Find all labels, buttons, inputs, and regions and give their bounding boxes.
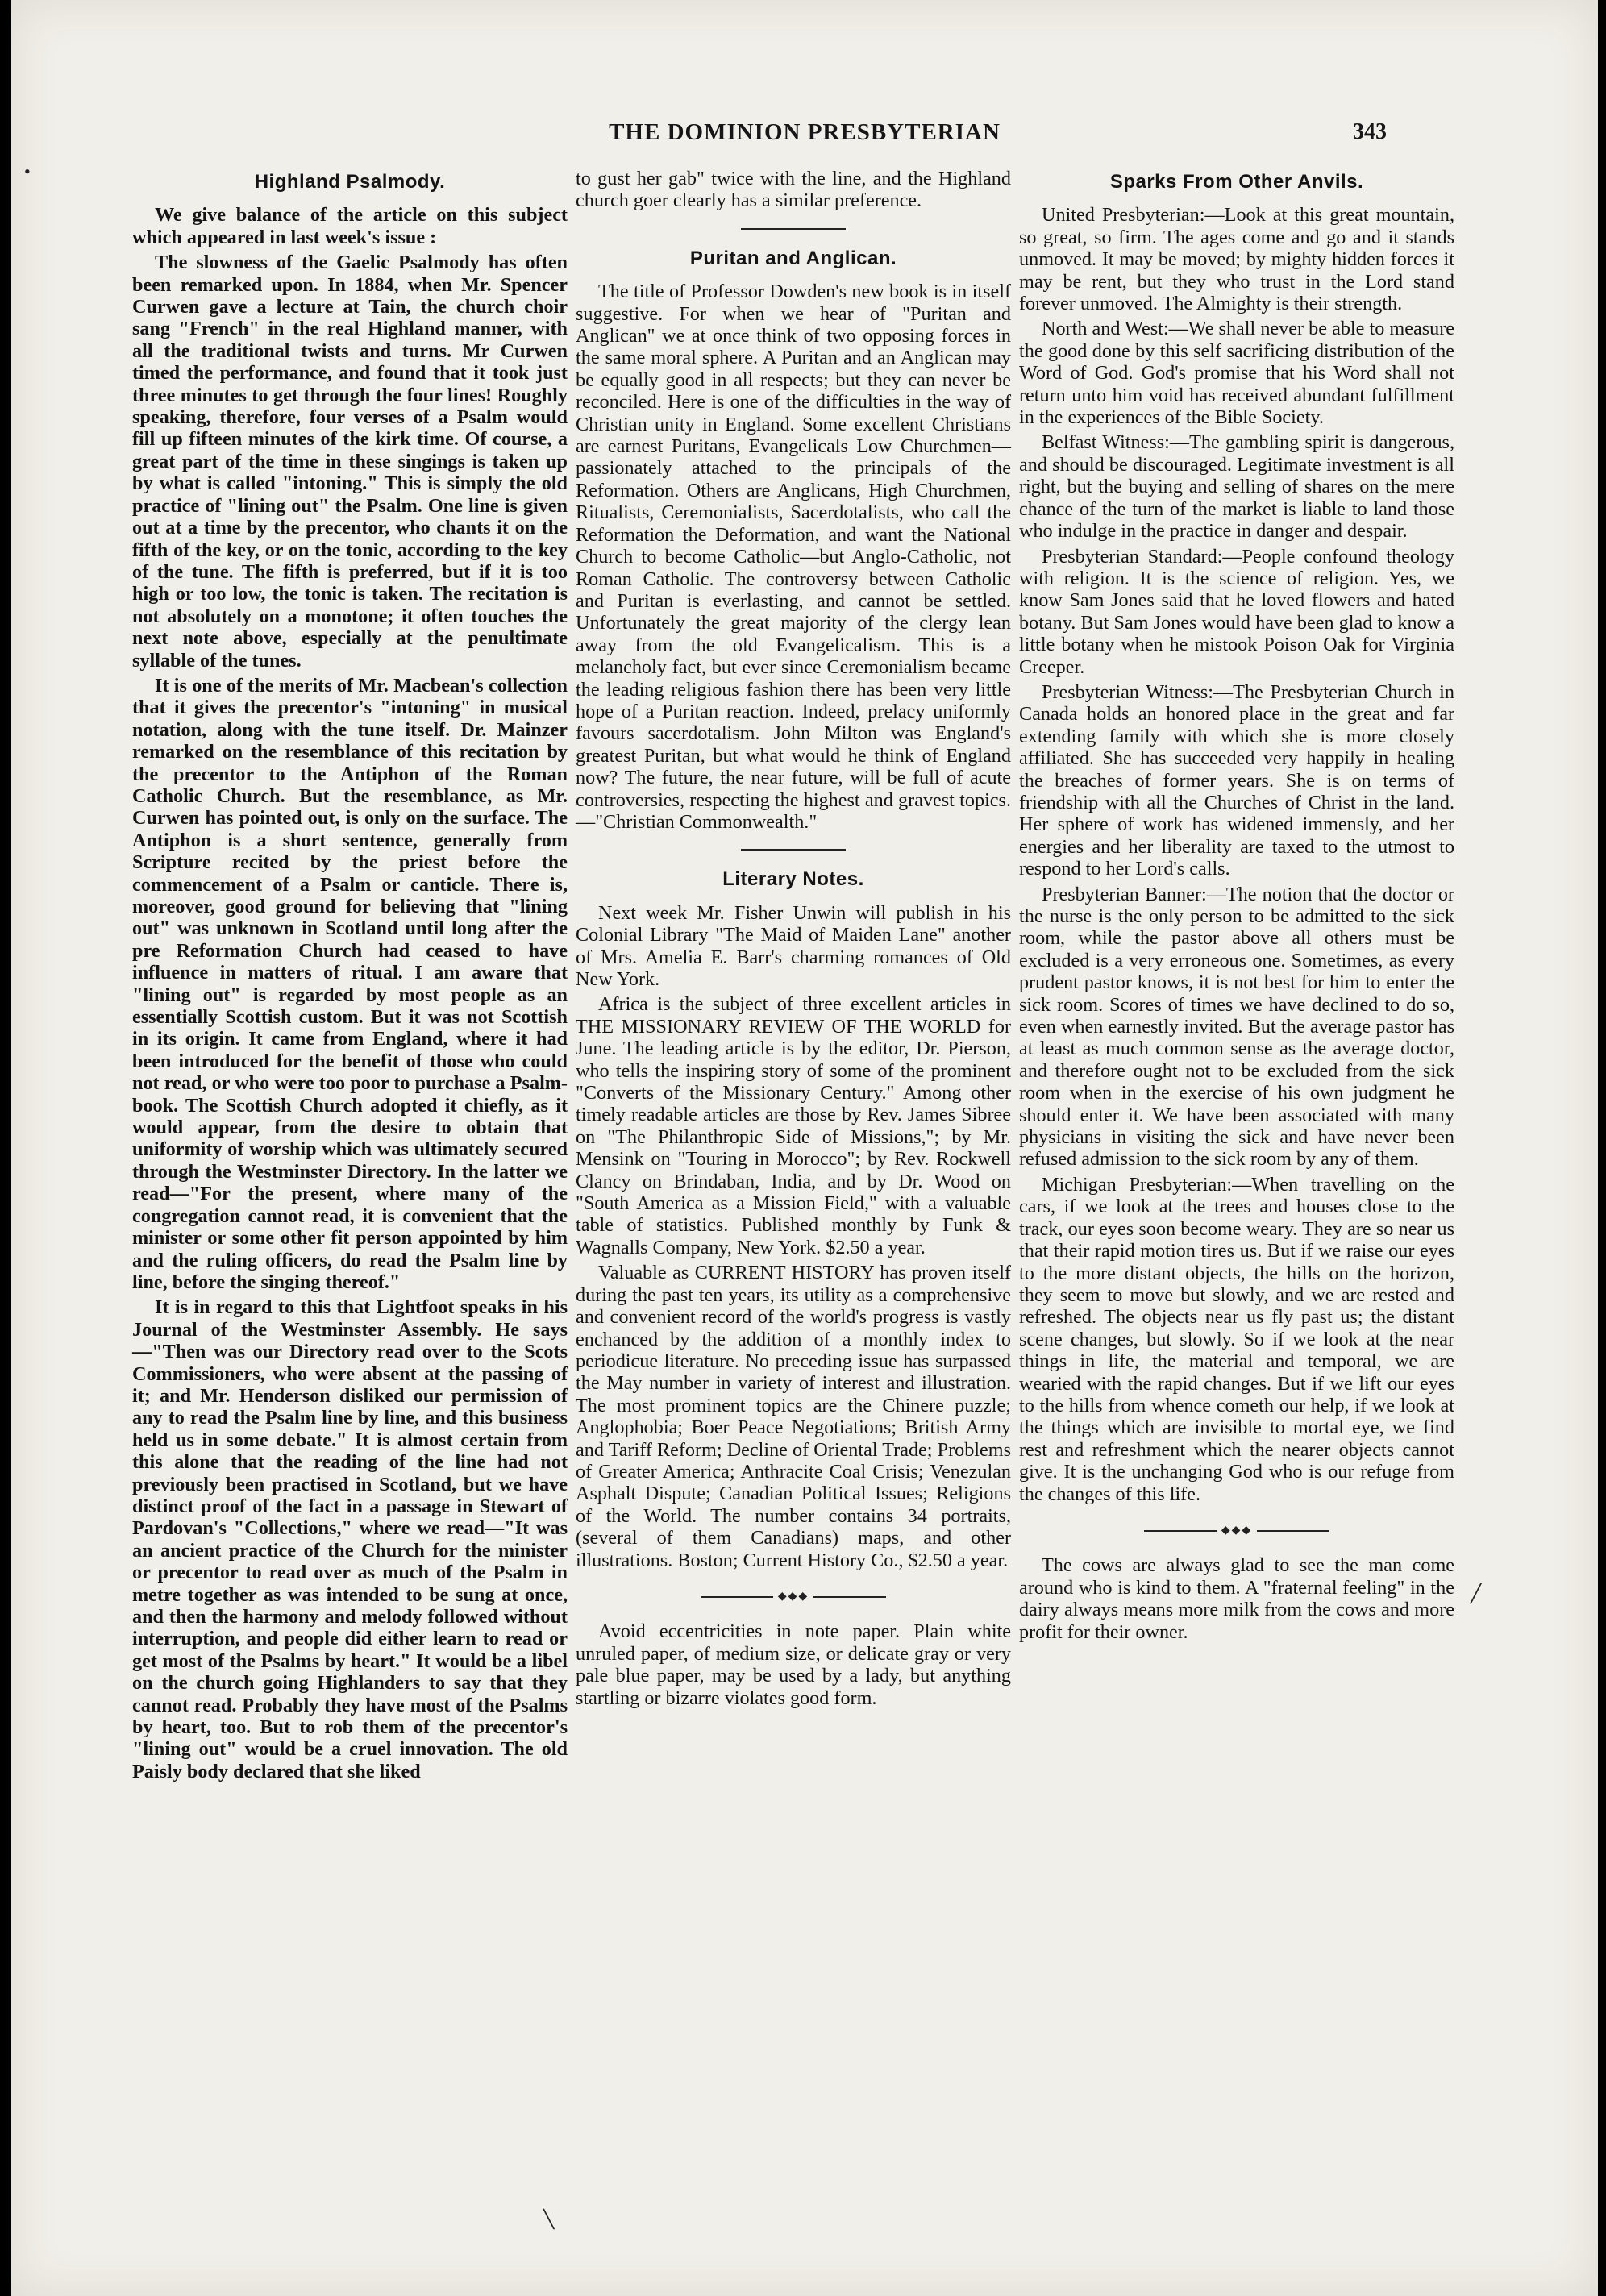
article-paragraph: Valuable as CURRENT HISTORY has proven itself during the past ten years, its utility as a comprehensive and convenient record of the world's progress is vastly enchanced by the addition of a monthly index to periodicue literature. No preceding issue has surpassed the May number in variety of interest and illustration. The most prominent topics are the Chinere puzzle; Anglophobia; Boer Peace Negotiations; British Army and Tariff Reform; Decline of Oriental Trade; Problems of Greater America; Anthracite Coal Crisis; Venezulan Asphalt Dispute; Canadian Political Issues; Religions of the World. The number contains 34 portraits, (several of them Canadians) maps, and other illustrations. Boston; Current History Co., $2.50 a year. [576, 1262, 1011, 1571]
article-paragraph: Africa is the subject of three excellent articles in THE MISSIONARY REVIEW OF THE WORLD for June. The leading article is by the editor, Dr. Pierson, who tells the inspiring story of some of the prominent "Converts of the Missionary Century." Among other timely readable articles are those by Rev. James Sibree on "The Philanthropic Side of Missions,"; by Mr. Mensink on "Touring in Morocco"; by Rev. Rockwell Clancy on Brindaban, India, and by Dr. Wood on "South America as a Mission Field," with a valuable table of statistics. Published monthly by Funk & Wagnalls Company, New York. $2.50 a year. [576, 993, 1011, 1258]
heading-puritan-anglican: Puritan and Anglican. [689, 247, 897, 269]
article-paragraph: Presbyterian Standard:—People confound theology with religion. It is the science of religion. Yes, we know Sam Jones said that he loved flowers and hated botany. But Sam Jones would have been glad to know a little botany when he mistook Poison Oak for Virginia Creeper. [1019, 545, 1454, 678]
column-1 [132, 168, 568, 1786]
article-paragraph: North and West:—We shall never be able to measure the good done by this self sacrificing distribution of the Word of God. God's promise that his Word shall not return unto him void has received abundant fulfillment in the experiences of the Bible Society. [1019, 318, 1454, 429]
page-number: 343 [1353, 119, 1387, 144]
continuation-paragraph: to gust her gab" twice with the line, and the Highland church goer clearly has a similar preference. [576, 168, 1011, 212]
column-3 [1019, 168, 1454, 1646]
closing-paragraph: Avoid eccentricities in note paper. Plain white unruled paper, of medium size, or delicate gray or very pale blue paper, may be used by a lady, but anything startling or bizarre violates good form. [576, 1620, 1011, 1709]
margin-mark: ╲ [543, 2209, 555, 2229]
article-paragraph: United Presbyterian:—Look at this great mountain, so great, so firm. The ages come and go and it stands unmoved. It may be moved; by mighty hidden forces it may be rent, but they who trust in the Lord stand forever unmoved. The Almighty is their strength. [1019, 204, 1454, 315]
heading-highland-psalmody: Highland Psalmody. [254, 171, 446, 193]
closing-paragraph: The cows are always glad to see the man come around who is kind to them. A "fraternal feeling" in the dairy always means more milk from the cows and more profit for their owner. [1019, 1554, 1454, 1643]
article-paragraph: The title of Professor Dowden's new book is in itself suggestive. For when we hear of "Puritan and Anglican" we at once think of two opposing forces in the same moral sphere. A Puritan and an Anglican may be equally good in all respects; but they can never be reconciled. Here is one of the difficulties in the way of Christian unity in England. Some excellent Christians are earnest Puritans, Evangelicals Low Churchmen—passionately attached to the principals of the Reformation. Others are Anglicans, High Churchmen, Ritualists, Ceremonialists, Sacerdotalists, who call the Reformation the Deformation, and want the National Church to become Catholic—but Anglo-Catholic, not Roman Catholic. The controversy between Catholic and Puritan is everlasting, and cannot be settled. Unfortunately the great majority of the clergy lean away from the old Evangelicalism. This is a melancholy fact, but ever since Ceremonialism became the leading religious fashion there has been very little hope of a Puritan reaction. Indeed, prelacy uniformly favours sacerdotalism. John Milton was England's greatest Puritan, but what would he think of England now? The future, the near future, will be full of acute controversies, respecting the highest and gravest topics.—"Christian Commonwealth." [576, 281, 1011, 833]
ornament-divider: ◆◆◆ [1019, 1520, 1454, 1541]
newspaper-page [11, 0, 1598, 2296]
masthead-title: THE DOMINION PRESBYTERIAN [609, 119, 1001, 145]
article-paragraph: It is in regard to this that Lightfoot speaks in his Journal of the Westminster Assembly. He says—"Then was our Directory read over to the Scots Commissioners, who were absent at the passing of it; and Mr. Henderson disliked our permission of any to read the Psalm line by line, and this business held us in some debate." It is almost certain from this alone that the reading of the line had not previously been practised in Scotland, but we have distinct proof of the fact in a passage in Stewart of Pardovan's "Collections," where we read—"It was an ancient practice of the Church for the minister or precentor to read over as much of the Psalm in metre together as was intended to be sung at once, and then the harmony and melody followed without interruption, and people did either learn to read or get most of the Psalms by heart." It would be a libel on the church going Highlanders to say that they cannot read. Probably they have most of the Psalms by heart, too. But to rob them of the precentor's "lining out" would be a cruel innovation. The old Paisly body declared that she liked [132, 1296, 568, 1782]
article-paragraph: The slowness of the Gaelic Psalmody has often been remarked upon. In 1884, when Mr. Spencer Curwen gave a lecture at Tain, the church choir sang "French" in the real Highland manner, with all the traditional twists and turns. Mr Curwen timed the performance, and found that it took just three minutes to get through the four lines! Roughly speaking, therefore, four verses of a Psalm would fill up fifteen minutes of the kirk time. Of course, a great part of the time in these singings is taken up by what is called "intoning." This is simply the old practice of "lining out" the Psalm. One line is given out at a time by the precentor, who chants it on the fifth of the key, or on the tonic, according to the key of the tune. The fifth is preferred, but if it is too high or too low, the tonic is taken. The recitation is not absolutely on a monotone; it often touches the next note above, especially at the penultimate syllable of the tunes. [132, 252, 568, 672]
article-paragraph: Presbyterian Banner:—The notion that the doctor or the nurse is the only person to be admitted to the sick room, while the pastor above all others must be excluded is a very erroneous one. Sometimes, as every prudent pastor knows, it is not best for him to enter the sick room. Scores of times we have declined to do so, even when earnestly invited. But the average pastor has at least as much common sense as the average doctor, and therefore ought not to be excluded from the sick room when in the exercise of his own judgment he should enter it. We have been associated with many physicians in visiting the sick and have never been refused admission to the sick room by any of them. [1019, 883, 1454, 1171]
ornament-divider: ◆◆◆ [576, 1586, 1011, 1608]
article-paragraph: Michigan Presbyterian:—When travelling on the cars, if we look at the trees and houses close to the track, our eyes soon become weary. They are so near us that their rapid motion tires us. But if we raise our eyes to the more distant objects, the hills on the horizon, they seem to move but slowly, and we are rested and refreshed. The objects near us fly past us; the distant scene changes, but slowly. So if we look at the near things in life, the material and temporal, we are wearied with the rapid changes. But if we lift our eyes to the hills from whence cometh our help, if we look at the things which are invisible to mortal eye, we find rest and refreshment which the nearer objects cannot give. It is the unchanging God who is our refuge from the changes of this life. [1019, 1173, 1454, 1505]
article-paragraph: Next week Mr. Fisher Unwin will publish in his Colonial Library "The Maid of Maiden Lane" another of Mrs. Amelia E. Barr's charming romances of Old New York. [576, 901, 1011, 990]
column-2 [576, 168, 1011, 1712]
heading-sparks-anvils: Sparks From Other Anvils. [1109, 171, 1364, 193]
article-paragraph: It is one of the merits of Mr. Macbean's collection that it gives the precentor's "intoning" in musical notation, along with the tune itself. Dr. Mainzer remarked on the resemblance of this recitation by the precentor to the Antiphon of the Roman Catholic Church. But the resemblance, as Mr. Curwen has pointed out, is only on the surface. The Antiphon is a short sentence, generally from Scripture recited by the priest before the commencement of a Psalm or canticle. There is, moreover, good ground for believing that "lining out" was unknown in Scotland until long after the pre Reformation Church had ceased to have influence in matters of ritual. I am aware that "lining out" is regarded by most people as an essentially Scottish custom. But it was not Scottish in its origin. It came from England, where it had been introduced for the benefit of those who could not read, or who were too poor to purchase a Psalm-book. The Scottish Church adopted it chiefly, as it would appear, from the desire to obtain that uniformity of worship which was ultimately secured through the Westminster Directory. In the latter we read—"For the present, where many of the congregation cannot read, it is convenient that the minister or some other fit person appointed by him and the ruling officers, do read the Psalm line by line, before the singing thereof." [132, 674, 568, 1293]
section-divider [741, 849, 846, 851]
article-paragraph: We give balance of the article on this subject which appeared in last week's issue : [132, 204, 568, 248]
margin-mark: • [24, 161, 31, 181]
article-paragraph: Presbyterian Witness:—The Presbyterian Church in Canada holds an honored place in the great and far extending family with which she is more closely affiliated. She has succeeded very happily in healing the breaches of former years. She is on terms of friendship with all the Churches of Christ in the land. Her sphere of work has widened immensly, and her energies and her liberality are taxed to the utmost to respond to her Lord's calls. [1019, 680, 1454, 880]
section-divider [741, 228, 846, 230]
page-header [11, 119, 1598, 152]
margin-mark: ╱ [1471, 1583, 1482, 1603]
article-paragraph: Belfast Witness:—The gambling spirit is dangerous, and should be discouraged. Legitimate investment is all right, but the buying and selling of shares on the mere chance of the turn of the market is liable to land those who indulge in the practice in danger and despair. [1019, 431, 1454, 543]
heading-literary-notes: Literary Notes. [722, 868, 864, 891]
